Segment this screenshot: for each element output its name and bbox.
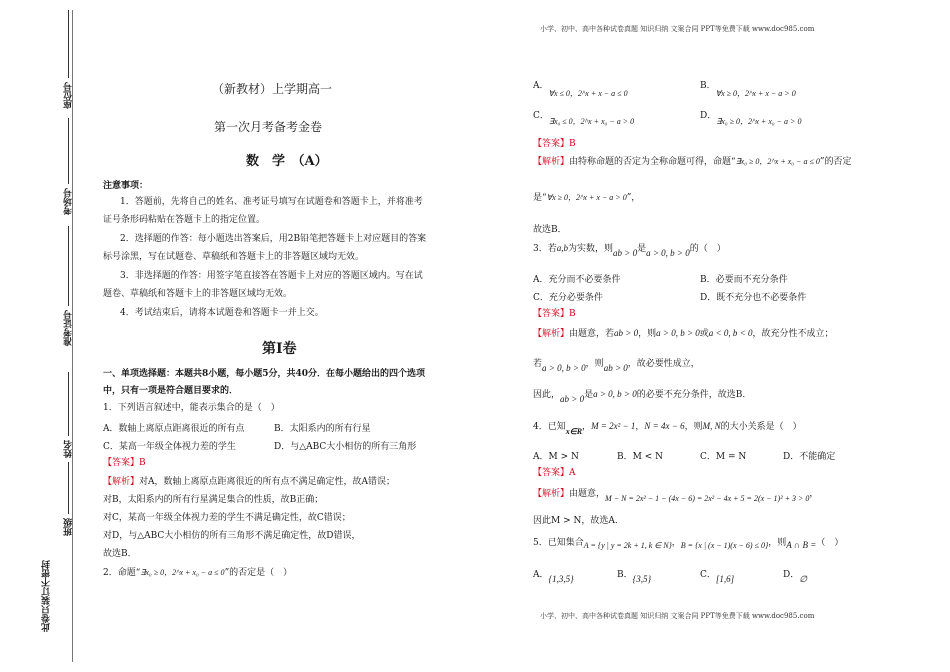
q2-stem (103, 567, 292, 579)
analysis-tag: 【解析】 (103, 477, 140, 487)
q4-option-a: A．M > N (533, 452, 579, 462)
page-header: 小学、初中、高中各种试卷真题 知识归纳 文案合同 PPT等免费下载 www.doc985.com (540, 25, 815, 33)
section-heading: 一、单项选择题：本题共8小题，每小题5分，共40分．在每小题给出的四个选项 (103, 369, 426, 379)
analysis-text: 或 (699, 329, 709, 339)
analysis-text: 是“ (533, 193, 547, 203)
q4-stem-math: M, N (702, 421, 721, 431)
q3-option-d: D．既不充分也不必要条件 (700, 293, 807, 303)
q5-stem: 5．已知集合A = {y | y = 2k + 1, k ∈ N}，B = {x | (x − 1)(x − 6) ≤ 0}，则A ∩ B =（ ） (533, 538, 844, 550)
q2-option-b-math: ∀x ≥ 0，2^x + x − a > 0 (715, 89, 796, 98)
q5-option-a-label: A． (533, 570, 549, 580)
q1-option-d: D．与△ABC大小相仿的所有三角形 (274, 442, 417, 452)
q5-stem-math: B = {x | (x − 1)(x − 6) ≤ 0} (680, 541, 769, 550)
q5-option-c-label: C． (700, 570, 716, 580)
q2-option-b-label: B． (700, 81, 716, 91)
q3-stem-math: ab > 0 (613, 248, 638, 258)
q1-analysis-line: 对C，某高一年级全体视力差的学生不满足确定性，故C错误； (103, 513, 351, 523)
q2-answer: 【答案】B (533, 139, 576, 149)
q4-analysis (533, 488, 819, 503)
q5-option-c (700, 567, 735, 584)
q5-stem-text: 5．已知集合 (533, 538, 584, 548)
q2-option-a (533, 78, 628, 98)
notice-line: 1．答题前，先将自己的姓名、准考证号填写在试题卷和答题卡上，并将准考 (120, 197, 423, 207)
q2-option-c-math: ∃x₀ ≤ 0，2^x + x₀ − a > 0 (548, 117, 635, 126)
q2-option-a-label: A． (533, 81, 549, 91)
q5-option-b-label: B． (617, 570, 633, 580)
exam-subject-title: 数 学 （A） (246, 154, 328, 169)
analysis-math: ab > 0 (614, 328, 639, 338)
seat-number-line (68, 10, 69, 78)
q1-option-c: C．某高一年级全体视力差的学生 (103, 442, 236, 452)
analysis-text: ”， (626, 193, 641, 203)
analysis-text: 对A，数轴上离原点距离很近的所有点不满足确定性，故A错误； (139, 477, 396, 487)
q3-analysis-line (533, 388, 752, 404)
q2-stem-math: ∃x₀ ≥ 0，2^x + x₀ − a ≤ 0 (140, 568, 225, 577)
exam-room-line (68, 118, 69, 184)
q5-option-c-math: [1,6] (715, 574, 735, 584)
q4-stem-math: x∈R (565, 427, 583, 436)
analysis-text: ”的否定 (819, 157, 852, 167)
q5-option-b (617, 567, 652, 584)
q2-analysis-line: 故选B． (533, 225, 567, 235)
q1-analysis-line: 故选B． (103, 549, 137, 559)
seat-number-label: 座位号 (64, 82, 74, 109)
q2-analysis (533, 156, 851, 168)
class-line (68, 462, 69, 514)
analysis-text: ，故必要性成立， (627, 359, 700, 369)
q5-stem-math: A ∩ B = (786, 540, 817, 550)
analysis-math: ab > 0 (560, 394, 585, 404)
section-heading: 中，只有一项是符合题目要求的． (103, 386, 239, 396)
q4-option-b: B．M < N (617, 452, 663, 462)
notice-line: 标号涂黑，写在试题卷、草稿纸和答题卡上的非答题区域均无效。 (103, 252, 365, 262)
exam-title-line2: 第一次月考备考金卷 (214, 120, 323, 134)
ticket-number-line (68, 226, 69, 306)
q5-stem-text: （ ） (816, 538, 844, 548)
notice-line: 2．选择题的作答：每小题选出答案后，用2B铅笔把答题卡上对应题目的答案 (120, 234, 427, 244)
q5-stem-text: ，则 (768, 538, 787, 548)
analysis-math: ab > 0 (603, 363, 628, 373)
analysis-text: 是 (584, 390, 594, 400)
q4-option-c: C．M = N (700, 452, 747, 462)
exam-title-line1: （新教材）上学期高一 (212, 82, 333, 96)
q3-stem-text: 的（ ） (689, 244, 726, 254)
q4-option-d: D．不能确定 (783, 452, 836, 462)
q4-stem-text: ，则 (684, 422, 703, 432)
analysis-text: 的必要不充分条件，故选B． (636, 390, 752, 400)
q5-option-a-math: {1,3,5} (548, 574, 574, 584)
q3-option-a: A．充分而不必要条件 (533, 275, 621, 285)
analysis-text: 若 (533, 359, 543, 369)
q3-analysis-line (533, 357, 700, 373)
q2-option-d-label: D． (700, 111, 717, 121)
q3-stem-text: 是 (637, 244, 647, 254)
q3-answer: 【答案】B (533, 309, 576, 319)
q4-stem-math: N = 4x − 6 (644, 421, 685, 431)
q4-stem-text: 的大小关系是（ ） (720, 422, 802, 432)
q2-option-c-label: C． (533, 111, 549, 121)
analysis-math: ∀x ≥ 0，2^x + x − a > 0 (546, 193, 627, 202)
q3-stem-text: 3．若 (533, 244, 557, 254)
notice-line: 3．非选择题的作答：用签字笔直接答在答题卡上对应的答题区域内。写在试 (120, 271, 423, 281)
notice-heading: 注意事项： (103, 181, 149, 191)
q1-option-a: A．数轴上离原点距离很近的所有点 (103, 424, 245, 434)
notice-line: 4．考试结束后，请将本试题卷和答题卡一并上交。 (120, 308, 324, 318)
q1-analysis-line: 对D，与△ABC大小相仿的所有三角形不满足确定性，故D错误， (103, 531, 361, 541)
section-title: 第Ⅰ卷 (262, 341, 297, 357)
analysis-math: a < 0, b < 0 (708, 328, 753, 338)
q3-stem-text: 为实数，则 (567, 244, 613, 254)
q4-analysis-line: 因此M > N，故选A． (533, 516, 624, 526)
q5-option-d (783, 567, 808, 584)
class-label: 班级 (64, 518, 74, 536)
q1-option-b: B．太阳系内的所有行星 (274, 424, 371, 434)
q2-analysis-line (533, 192, 640, 204)
analysis-text: 由特称命题的否定为全称命题可得，命题“ (569, 157, 736, 167)
analysis-math: a > 0, b > 0 (593, 389, 637, 399)
seal-notice: 此卷只装订不密封 (42, 560, 52, 632)
analysis-math: a > 0, b > 0 (542, 363, 586, 373)
q2-option-a-math: ∀x ≤ 0，2^x + x − a ≤ 0 (548, 89, 628, 98)
analysis-text: ，故充分性不成立； (752, 329, 834, 339)
q2-option-c (533, 108, 635, 126)
analysis-text: ，则 (638, 329, 657, 339)
q3-stem-math: a,b (556, 243, 568, 253)
q4-stem-math: M = 2x² − 1 (591, 421, 636, 431)
q2-option-b (700, 78, 796, 98)
analysis-tag: 【解析】 (533, 157, 570, 167)
q4-stem-text: 4．已知 (533, 422, 566, 432)
analysis-text: ， (809, 489, 819, 499)
q5-option-d-math: ∅ (799, 574, 808, 584)
q2-stem-post: ”的否定是（ ） (224, 568, 293, 578)
q3-analysis (533, 327, 833, 340)
analysis-text: 由题意， (569, 489, 606, 499)
q2-option-d (700, 108, 802, 126)
analysis-math: ∃x₀ ≥ 0，2^x + x₀ − a ≤ 0 (735, 157, 820, 166)
q3-option-c: C．充分必要条件 (533, 293, 603, 303)
q3-option-b: B．必要而不充分条件 (700, 275, 788, 285)
q1-answer: 【答案】B (103, 458, 146, 468)
q3-stem (533, 242, 726, 258)
q2-stem-pre: 2．命题“ (103, 568, 141, 578)
name-label: 姓名 (64, 440, 74, 458)
analysis-tag: 【解析】 (533, 489, 570, 499)
analysis-math: M − N = 2x² − 1 − (4x − 6) = 2x² − 4x + 5 = 2(x − 1)² + 3 > 0 (605, 494, 810, 503)
analysis-text: 由题意，若 (569, 329, 615, 339)
q1-analysis-line: 对B，太阳系内的所有行星满足集合的性质，故B正确； (103, 495, 324, 505)
analysis-math: a > 0, b > 0 (656, 328, 700, 338)
q1-stem: 1．下列语言叙述中，能表示集合的是（ ） (103, 403, 280, 413)
exam-room-label: 考场号 (64, 188, 74, 215)
analysis-text: 因此， (533, 390, 561, 400)
q5-option-a (533, 567, 574, 584)
name-line (68, 372, 69, 436)
q4-stem: 4．已知x∈R，M = 2x² − 1，N = 4x − 6，则M, N的大小关系是（ ） (533, 421, 802, 436)
q3-stem-math: a > 0, b > 0 (646, 248, 690, 258)
ticket-number-label: 准考证号 (64, 310, 74, 346)
notice-line: 题卷、草稿纸和答题卡上的非答题区域均无效。 (103, 289, 293, 299)
q5-option-d-label: D． (783, 570, 800, 580)
page-footer: 小学、初中、高中各种试卷真题 知识归纳 文案合同 PPT等免费下载 www.doc985.com (540, 612, 815, 620)
analysis-tag: 【解析】 (533, 329, 570, 339)
q1-analysis (103, 476, 395, 488)
notice-line: 证号条形码粘贴在答题卡上的指定位置。 (103, 215, 266, 225)
q5-option-b-math: {3,5} (632, 574, 652, 584)
q4-answer: 【答案】A (533, 468, 576, 478)
q2-option-d-math: ∃x₀ ≥ 0，2^x + x₀ − a > 0 (716, 117, 802, 126)
q5-stem-math: A = {y | y = 2k + 1, k ∈ N} (583, 541, 672, 550)
analysis-text: ，则 (585, 359, 604, 369)
